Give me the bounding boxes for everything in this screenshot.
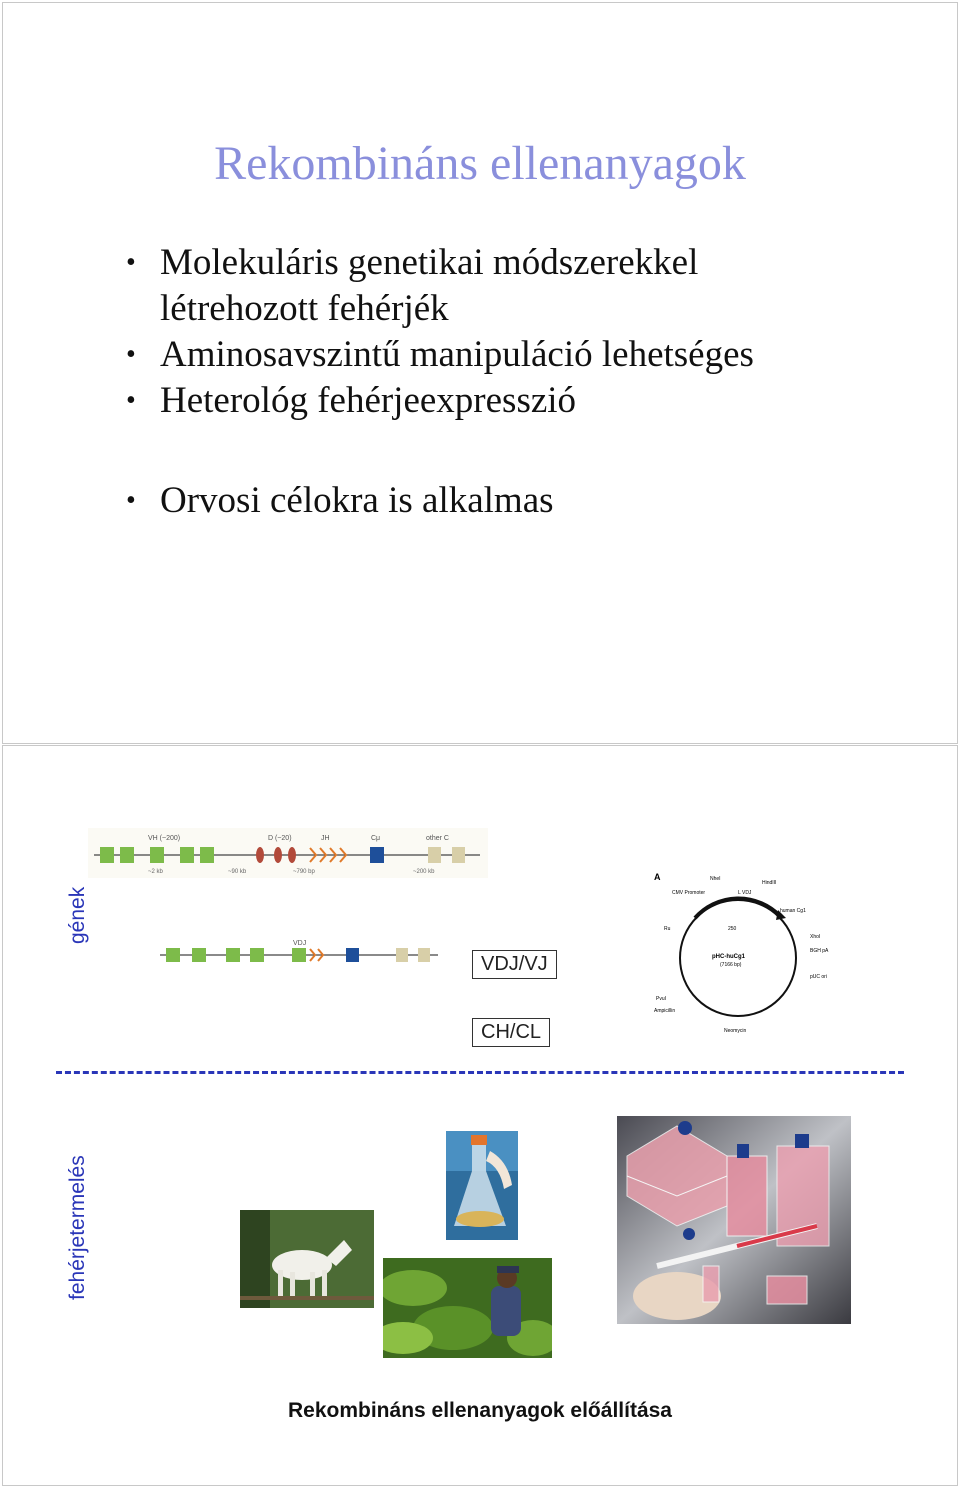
plasmid-feature: BGH pA <box>810 948 829 954</box>
slide-title: Rekombináns ellenanyagok <box>214 137 746 190</box>
gene-label-jh: JH <box>321 835 330 842</box>
c-mu-segment <box>370 847 384 863</box>
box-ch-cl: CH/CL <box>472 1018 550 1047</box>
plasmid-map <box>650 868 840 1038</box>
plasmid-feature: Neomycin <box>724 1028 747 1034</box>
plasmid-feature: human Cg1 <box>780 908 806 914</box>
goat-photo <box>240 1210 374 1308</box>
gene-distance: ~200 kb <box>413 869 435 875</box>
gene-locus-diagram <box>88 828 488 968</box>
gene-label-cmu: Cμ <box>371 835 381 842</box>
slide-caption: Rekombináns ellenanyagok előállítása <box>288 1399 672 1422</box>
plasmid-name: pHC-huCg1 <box>712 954 745 960</box>
plasmid-feature: HindIII <box>762 880 777 886</box>
gene-label-other-c: other C <box>426 835 449 842</box>
plasmid-feature: CMV Promoter <box>672 890 706 896</box>
plasmid-feature: L VDJ <box>738 890 752 896</box>
gene-label-vdj: VDJ <box>293 940 307 947</box>
bullet-item: • Molekuláris genetikai módszerekkel létrehozott fehérjék <box>126 240 760 332</box>
d-segments <box>256 847 296 863</box>
bullet-item: • Heterológ fehérjeexpresszió <box>126 378 760 424</box>
plasmid-feature: pUC ori <box>810 974 827 980</box>
label-protein-production: fehérjetermelés <box>66 1155 89 1300</box>
flask-photo <box>446 1131 518 1240</box>
section-divider <box>56 1071 904 1074</box>
plasmid-size: (7166 bp) <box>720 962 742 968</box>
bullet-list <box>126 240 760 524</box>
plasmid-feature: 250 <box>728 926 737 932</box>
plasmid-panel-label: A <box>654 872 661 882</box>
label-genes: gének <box>66 886 89 944</box>
box-vdj-vj: VDJ/VJ <box>472 950 557 979</box>
plasmid-feature: PvuI <box>656 996 667 1002</box>
tobacco-field-photo <box>383 1258 552 1358</box>
gene-distance: ~90 kb <box>228 869 247 875</box>
plasmid-feature: Ampicillin <box>654 1008 676 1014</box>
gene-label-vh: VH (~200) <box>148 835 181 842</box>
bullet-item: • Aminosavszintű manipuláció lehetséges <box>126 332 760 378</box>
gene-distance: ~790 bp <box>293 869 315 875</box>
gene-distance: ~2 kb <box>148 869 163 875</box>
bullet-item: • Orvosi célokra is alkalmas <box>126 478 760 524</box>
plasmid-feature: XhoI <box>810 934 821 940</box>
gene-label-d: D (~20) <box>268 835 292 842</box>
cell-culture-flasks-photo <box>617 1116 851 1324</box>
plasmid-feature: NheI <box>710 876 721 882</box>
plasmid-feature: Ru <box>664 926 671 932</box>
